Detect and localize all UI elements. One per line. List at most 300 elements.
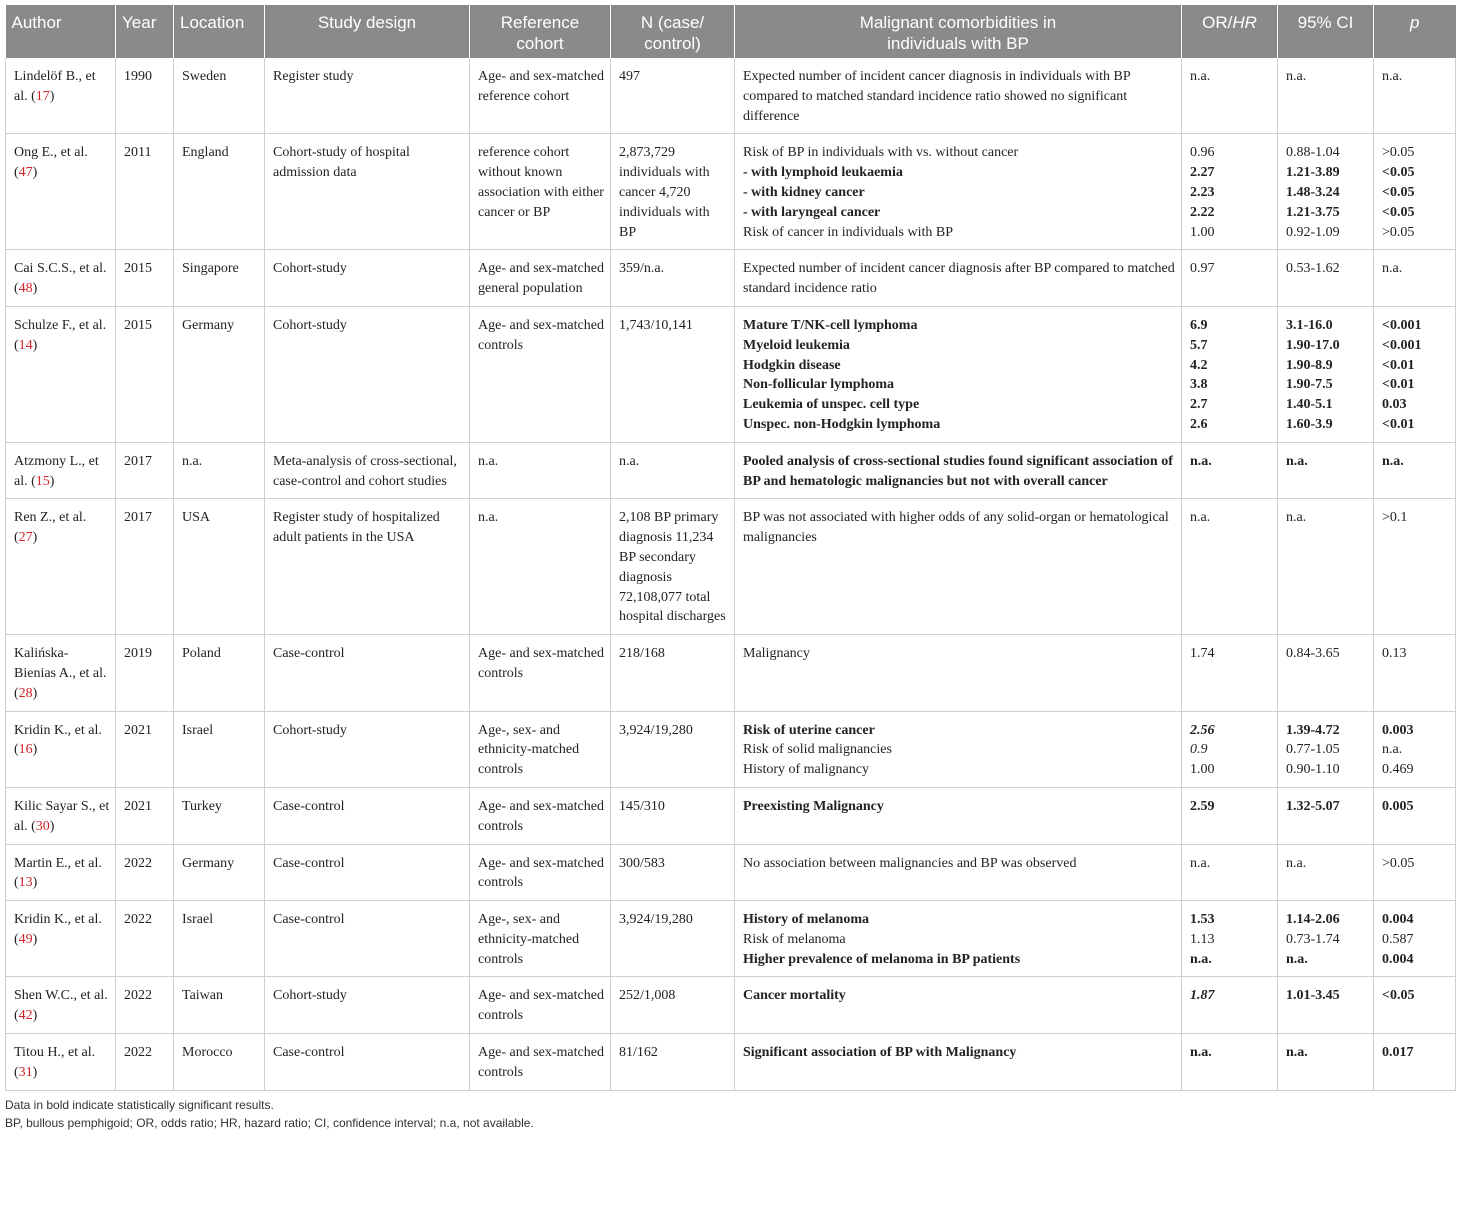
reference-link[interactable]: 15 [35, 473, 50, 489]
year-cell [116, 499, 174, 635]
n-cell [611, 635, 735, 711]
col-study-design: Study design [265, 5, 470, 58]
comorbidity-line: Cancer mortality [743, 988, 846, 1004]
year-text: 2017 [124, 453, 152, 469]
n-text: 359/n.a. [619, 261, 665, 277]
n-text: 1,743/10,141 [619, 317, 693, 333]
author-name: Martin E., et al. ( [14, 855, 102, 891]
author-close: ) [32, 530, 38, 546]
location-cell [174, 58, 265, 134]
comorbidity-cell [735, 499, 1182, 635]
ci-value: 1.01-3.45 [1286, 988, 1340, 1004]
n-text: 300/583 [619, 855, 665, 871]
footnote-bold: Data in bold indicate statistically significant results. [5, 1097, 274, 1112]
ci-cell [1278, 901, 1374, 977]
n-cell [611, 977, 735, 1034]
p-cell [1374, 250, 1456, 307]
p-value: n.a. [1382, 261, 1403, 277]
comorbidity-line: - with lymphoid leukaemia [743, 165, 903, 181]
year-text: 2022 [124, 1045, 152, 1061]
p-header-text: p [1410, 13, 1420, 32]
comorbidity-line: Risk of uterine cancer [743, 722, 875, 738]
n-text: 81/162 [619, 1045, 658, 1061]
location-text: Taiwan [182, 988, 224, 1004]
comorbidity-line: No association between malignancies and BP was observed [743, 855, 1077, 871]
or-value: 2.27 [1190, 165, 1215, 181]
n-text: n.a. [619, 453, 640, 469]
author-name: Lindelöf B., et al. ( [14, 69, 96, 104]
n-cell [611, 711, 735, 787]
design-cell [265, 844, 470, 901]
location-cell [174, 499, 265, 635]
author-close: ) [49, 88, 55, 104]
location-cell [174, 442, 265, 499]
p-value: 0.003 [1382, 722, 1414, 738]
design-text: Case-control [273, 855, 345, 871]
location-text: Morocco [182, 1045, 233, 1061]
ci-cell [1278, 635, 1374, 711]
hr-label: HR [1232, 13, 1257, 32]
p-value: 0.469 [1382, 762, 1414, 778]
or-value: 3.8 [1190, 377, 1208, 393]
or-cell [1182, 134, 1278, 250]
reference-header-text: Reference cohort [500, 13, 580, 53]
reference-cell [470, 977, 611, 1034]
reference-link[interactable]: 31 [18, 1064, 33, 1080]
author-cell [6, 977, 116, 1034]
year-text: 2021 [124, 798, 152, 814]
reference-link[interactable]: 49 [18, 931, 33, 947]
reference-link[interactable]: 42 [18, 1008, 33, 1024]
n-text: 2,108 BP primary diagnosis 11,234 BP secondary diagnosis 72,108,077 total hospital discharges [619, 510, 726, 625]
year-text: 2022 [124, 988, 152, 1004]
comorbidity-table [5, 5, 1456, 1091]
design-cell [265, 250, 470, 307]
n-cell [611, 844, 735, 901]
n-cell [611, 901, 735, 977]
reference-cell [470, 134, 611, 250]
author-name: Ong E., et al. ( [14, 145, 88, 181]
author-close: ) [32, 685, 38, 701]
design-cell [265, 499, 470, 635]
n-text: 252/1,008 [619, 988, 676, 1004]
n-text: 3,924/19,280 [619, 722, 693, 738]
author-cell [6, 711, 116, 787]
location-cell [174, 711, 265, 787]
year-text: 2011 [124, 145, 152, 161]
location-cell [174, 635, 265, 711]
or-value: 2.59 [1190, 798, 1215, 814]
or-value: 0.96 [1190, 145, 1215, 161]
p-cell [1374, 499, 1456, 635]
comorbidity-line: BP was not associated with higher odds of any solid-organ or hematological malignancies [743, 510, 1169, 546]
reference-cell [470, 1034, 611, 1091]
reference-text: Age-, sex- and ethnicity-matched controls [478, 912, 580, 967]
year-text: 2017 [124, 510, 152, 526]
ci-cell [1278, 711, 1374, 787]
comorbidity-cell [735, 711, 1182, 787]
design-cell [265, 442, 470, 499]
reference-text: n.a. [478, 510, 499, 526]
ci-value: n.a. [1286, 951, 1308, 967]
comorbidity-line: Expected number of incident cancer diagnosis in individuals with BP compared to matched standard incidence ratio showed no significant difference [743, 69, 1131, 124]
comorbidity-line: Myeloid leukemia [743, 337, 850, 353]
p-value: >0.05 [1382, 855, 1415, 871]
comorb-header-text: Malignant comorbidities in individuals with BP [859, 13, 1057, 53]
reference-link[interactable]: 14 [18, 337, 33, 353]
author-cell [6, 901, 116, 977]
reference-text: Age- and sex-matched controls [478, 646, 604, 681]
p-cell [1374, 787, 1456, 844]
year-cell [116, 977, 174, 1034]
or-value: 0.9 [1190, 742, 1208, 758]
author-name: Kilic Sayar S., et al. ( [14, 798, 110, 834]
ci-value: 0.90-1.10 [1286, 762, 1340, 778]
col-p [1374, 5, 1456, 58]
author-cell [6, 442, 116, 499]
n-cell [611, 58, 735, 134]
p-cell [1374, 977, 1456, 1034]
n-cell [611, 134, 735, 250]
or-cell [1182, 306, 1278, 442]
author-cell [6, 635, 116, 711]
year-text: 2022 [124, 855, 152, 871]
ci-value: 0.73-1.74 [1286, 931, 1340, 947]
author-name: Kalińska-Bienias A., et al. ( [14, 646, 107, 701]
location-cell [174, 844, 265, 901]
author-name: Titou H., et al. ( [14, 1045, 96, 1080]
reference-link[interactable]: 16 [18, 742, 33, 758]
author-cell [6, 306, 116, 442]
reference-link[interactable]: 27 [18, 530, 33, 546]
comorbidity-cell [735, 250, 1182, 307]
or-value: n.a. [1190, 453, 1212, 469]
reference-text: Age-, sex- and ethnicity-matched controls [478, 722, 580, 778]
n-text: 3,924/19,280 [619, 912, 693, 928]
design-cell [265, 58, 470, 134]
table-row [6, 306, 1456, 442]
ci-value: 1.14-2.06 [1286, 912, 1340, 928]
comorbidity-cell [735, 635, 1182, 711]
year-cell [116, 134, 174, 250]
p-value: 0.004 [1382, 951, 1414, 967]
or-value: n.a. [1190, 855, 1211, 871]
location-text: Singapore [182, 261, 239, 277]
ci-value: 1.21-3.89 [1286, 165, 1340, 181]
reference-text: Age- and sex-matched controls [478, 1045, 604, 1080]
author-cell [6, 787, 116, 844]
author-cell [6, 1034, 116, 1091]
col-year: Year [116, 5, 174, 58]
year-text: 2022 [124, 912, 152, 928]
comorbidity-line: Mature T/NK-cell lymphoma [743, 317, 918, 333]
reference-link[interactable]: 30 [35, 818, 50, 834]
design-text: Cohort-study [273, 261, 347, 277]
design-text: Case-control [273, 1045, 345, 1061]
or-cell [1182, 901, 1278, 977]
ci-cell [1278, 977, 1374, 1034]
comorbidity-cell [735, 306, 1182, 442]
reference-cell [470, 442, 611, 499]
author-close: ) [32, 1008, 38, 1024]
location-cell [174, 901, 265, 977]
ci-value: 1.39-4.72 [1286, 722, 1340, 738]
comorbidity-line: Hodgkin disease [743, 357, 841, 373]
or-value: 2.22 [1190, 204, 1215, 220]
year-text: 2019 [124, 646, 152, 662]
table-row [6, 1034, 1456, 1091]
or-cell [1182, 499, 1278, 635]
footnote-abbreviations: BP, bullous pemphigoid; OR, odds ratio; HR, hazard ratio; CI, confidence interval; n.a, not available. [5, 1115, 534, 1130]
year-cell [116, 711, 174, 787]
or-value: 1.74 [1190, 646, 1215, 662]
p-value: n.a. [1382, 742, 1403, 758]
or-cell [1182, 711, 1278, 787]
comorbidity-cell [735, 977, 1182, 1034]
reference-text: n.a. [478, 453, 499, 469]
reference-link[interactable]: 28 [18, 685, 33, 701]
location-text: Israel [182, 912, 214, 928]
ci-cell [1278, 306, 1374, 442]
location-text: Israel [182, 722, 214, 738]
or-cell [1182, 250, 1278, 307]
author-close: ) [32, 1064, 38, 1080]
ci-value: 1.90-17.0 [1286, 337, 1340, 353]
p-value: 0.587 [1382, 931, 1414, 947]
n-cell [611, 306, 735, 442]
n-cell [611, 499, 735, 635]
ci-value: n.a. [1286, 453, 1308, 469]
author-close: ) [32, 742, 38, 758]
location-text: Turkey [182, 798, 222, 814]
p-value: <0.01 [1382, 416, 1415, 432]
comorbidity-line: - with kidney cancer [743, 184, 865, 200]
location-text: Sweden [182, 69, 227, 84]
p-cell [1374, 442, 1456, 499]
reference-link[interactable]: 17 [35, 88, 50, 104]
comorbidity-line: Expected number of incident cancer diagnosis after BP compared to matched standard incidence ratio [743, 261, 1175, 297]
year-cell [116, 844, 174, 901]
author-close: ) [32, 281, 38, 297]
p-cell [1374, 134, 1456, 250]
ci-value: 0.77-1.05 [1286, 742, 1340, 758]
or-value: 0.97 [1190, 261, 1215, 277]
p-value: 0.004 [1382, 912, 1414, 928]
reference-link[interactable]: 48 [18, 281, 33, 297]
comorbidity-line: Unspec. non-Hodgkin lymphoma [743, 416, 941, 432]
author-close: ) [32, 337, 38, 353]
comorbidity-line: Risk of cancer in individuals with BP [743, 224, 953, 240]
or-cell [1182, 977, 1278, 1034]
author-cell [6, 58, 116, 134]
location-text: n.a. [182, 453, 203, 469]
or-prefix: OR/ [1202, 13, 1233, 32]
ci-cell [1278, 787, 1374, 844]
ci-cell [1278, 499, 1374, 635]
or-value: 1.13 [1190, 931, 1215, 947]
n-cell [611, 787, 735, 844]
table-body [6, 58, 1456, 1090]
col-ci: 95% CI [1278, 5, 1374, 58]
design-cell [265, 787, 470, 844]
ci-value: n.a. [1286, 69, 1307, 84]
table-row [6, 977, 1456, 1034]
or-value: 1.00 [1190, 762, 1215, 778]
ci-cell [1278, 1034, 1374, 1091]
reference-cell [470, 58, 611, 134]
author-cell [6, 134, 116, 250]
table-row [6, 711, 1456, 787]
reference-link[interactable]: 13 [18, 875, 33, 891]
location-cell [174, 134, 265, 250]
reference-cell [470, 499, 611, 635]
n-header-text: N (case/ control) [640, 13, 705, 53]
table-row [6, 787, 1456, 844]
year-cell [116, 442, 174, 499]
author-close: ) [49, 818, 55, 834]
location-text: Germany [182, 317, 235, 333]
or-value: 2.6 [1190, 416, 1208, 432]
design-text: Meta-analysis of cross-sectional, case-control and cohort studies [273, 453, 457, 489]
year-cell [116, 306, 174, 442]
reference-text: Age- and sex-matched controls [478, 798, 604, 834]
comorbidity-line: Leukemia of unspec. cell type [743, 397, 920, 413]
p-value: 0.017 [1382, 1045, 1414, 1061]
author-cell [6, 499, 116, 635]
or-value: 1.87 [1190, 988, 1215, 1004]
ci-value: 1.90-8.9 [1286, 357, 1333, 373]
design-cell [265, 306, 470, 442]
reference-cell [470, 711, 611, 787]
year-text: 2015 [124, 317, 152, 333]
table-row [6, 442, 1456, 499]
table-row [6, 134, 1456, 250]
p-value: <0.05 [1382, 204, 1415, 220]
ci-value: 1.32-5.07 [1286, 798, 1340, 814]
design-text: Cohort-study of hospital admission data [273, 145, 410, 181]
or-cell [1182, 635, 1278, 711]
reference-cell [470, 787, 611, 844]
p-cell [1374, 58, 1456, 134]
or-cell [1182, 1034, 1278, 1091]
comorbidity-line: History of melanoma [743, 912, 869, 928]
comorbidity-line: Non-follicular lymphoma [743, 377, 895, 393]
comorbidity-cell [735, 787, 1182, 844]
or-value: 2.23 [1190, 184, 1215, 200]
p-value: >0.1 [1382, 510, 1408, 526]
reference-cell [470, 901, 611, 977]
n-cell [611, 250, 735, 307]
comorbidity-cell [735, 1034, 1182, 1091]
ci-value: 1.21-3.75 [1286, 204, 1340, 220]
author-close: ) [32, 165, 38, 181]
location-text: USA [182, 510, 211, 526]
p-value: <0.01 [1382, 357, 1415, 373]
reference-text: reference cohort without known association with either cancer or BP [478, 145, 604, 220]
p-value: <0.001 [1382, 337, 1422, 353]
year-cell [116, 901, 174, 977]
author-name: Kridin K., et al. ( [14, 912, 102, 947]
p-cell [1374, 1034, 1456, 1091]
col-reference-cohort [470, 5, 611, 58]
comorbidity-cell [735, 442, 1182, 499]
p-value: >0.05 [1382, 145, 1415, 161]
or-value: 2.56 [1190, 722, 1215, 738]
year-text: 1990 [124, 69, 152, 84]
or-value: n.a. [1190, 69, 1211, 84]
comorbidity-line: Pooled analysis of cross-sectional studies found significant association of BP and hematologic malignancies but not with overall cancer [743, 453, 1173, 489]
ci-value: 1.90-7.5 [1286, 377, 1333, 393]
ci-value: n.a. [1286, 855, 1307, 871]
or-cell [1182, 787, 1278, 844]
year-text: 2015 [124, 261, 152, 277]
ci-value: n.a. [1286, 510, 1307, 526]
author-name: Cai S.C.S., et al. ( [14, 261, 107, 297]
p-cell [1374, 306, 1456, 442]
design-text: Cohort-study [273, 317, 347, 333]
or-value: 6.9 [1190, 317, 1208, 333]
p-value: 0.03 [1382, 397, 1407, 413]
header-row [6, 5, 1456, 58]
ci-value: 0.84-3.65 [1286, 646, 1340, 662]
author-name: Kridin K., et al. ( [14, 722, 102, 758]
p-cell [1374, 711, 1456, 787]
design-cell [265, 711, 470, 787]
design-cell [265, 901, 470, 977]
or-cell [1182, 58, 1278, 134]
or-value: n.a. [1190, 510, 1211, 526]
ci-value: 1.60-3.9 [1286, 416, 1333, 432]
comorbidity-line: Risk of solid malignancies [743, 742, 892, 758]
comorbidity-line: Risk of BP in individuals with vs. without cancer [743, 145, 1019, 161]
year-cell [116, 787, 174, 844]
design-text: Cohort-study [273, 722, 347, 738]
table-row [6, 58, 1456, 134]
p-value: n.a. [1382, 453, 1404, 469]
n-text: 2,873,729 individuals with cancer 4,720 individuals with BP [619, 145, 710, 240]
comorbidity-line: Risk of melanoma [743, 931, 846, 947]
design-cell [265, 635, 470, 711]
ci-cell [1278, 442, 1374, 499]
ci-cell [1278, 250, 1374, 307]
or-cell [1182, 844, 1278, 901]
reference-cell [470, 306, 611, 442]
ci-cell [1278, 134, 1374, 250]
p-cell [1374, 635, 1456, 711]
table-row [6, 250, 1456, 307]
col-n [611, 5, 735, 58]
comorbidity-line: History of malignancy [743, 762, 869, 778]
design-cell [265, 134, 470, 250]
or-value: 4.2 [1190, 357, 1208, 373]
comorbidity-cell [735, 844, 1182, 901]
ci-value: 0.88-1.04 [1286, 145, 1340, 161]
table-footnotes [5, 1096, 1455, 1132]
author-name: Atzmony L., et al. ( [14, 453, 99, 489]
p-value: <0.001 [1382, 317, 1422, 333]
p-value: <0.05 [1382, 988, 1415, 1004]
location-text: Poland [182, 646, 221, 662]
or-cell [1182, 442, 1278, 499]
or-value: n.a. [1190, 1045, 1212, 1061]
location-text: England [182, 145, 229, 161]
table-row [6, 901, 1456, 977]
reference-link[interactable]: 47 [18, 165, 33, 181]
comorbidity-cell [735, 58, 1182, 134]
reference-text: Age- and sex-matched reference cohort [478, 69, 604, 104]
p-cell [1374, 901, 1456, 977]
comorbidity-line: Malignancy [743, 646, 810, 662]
